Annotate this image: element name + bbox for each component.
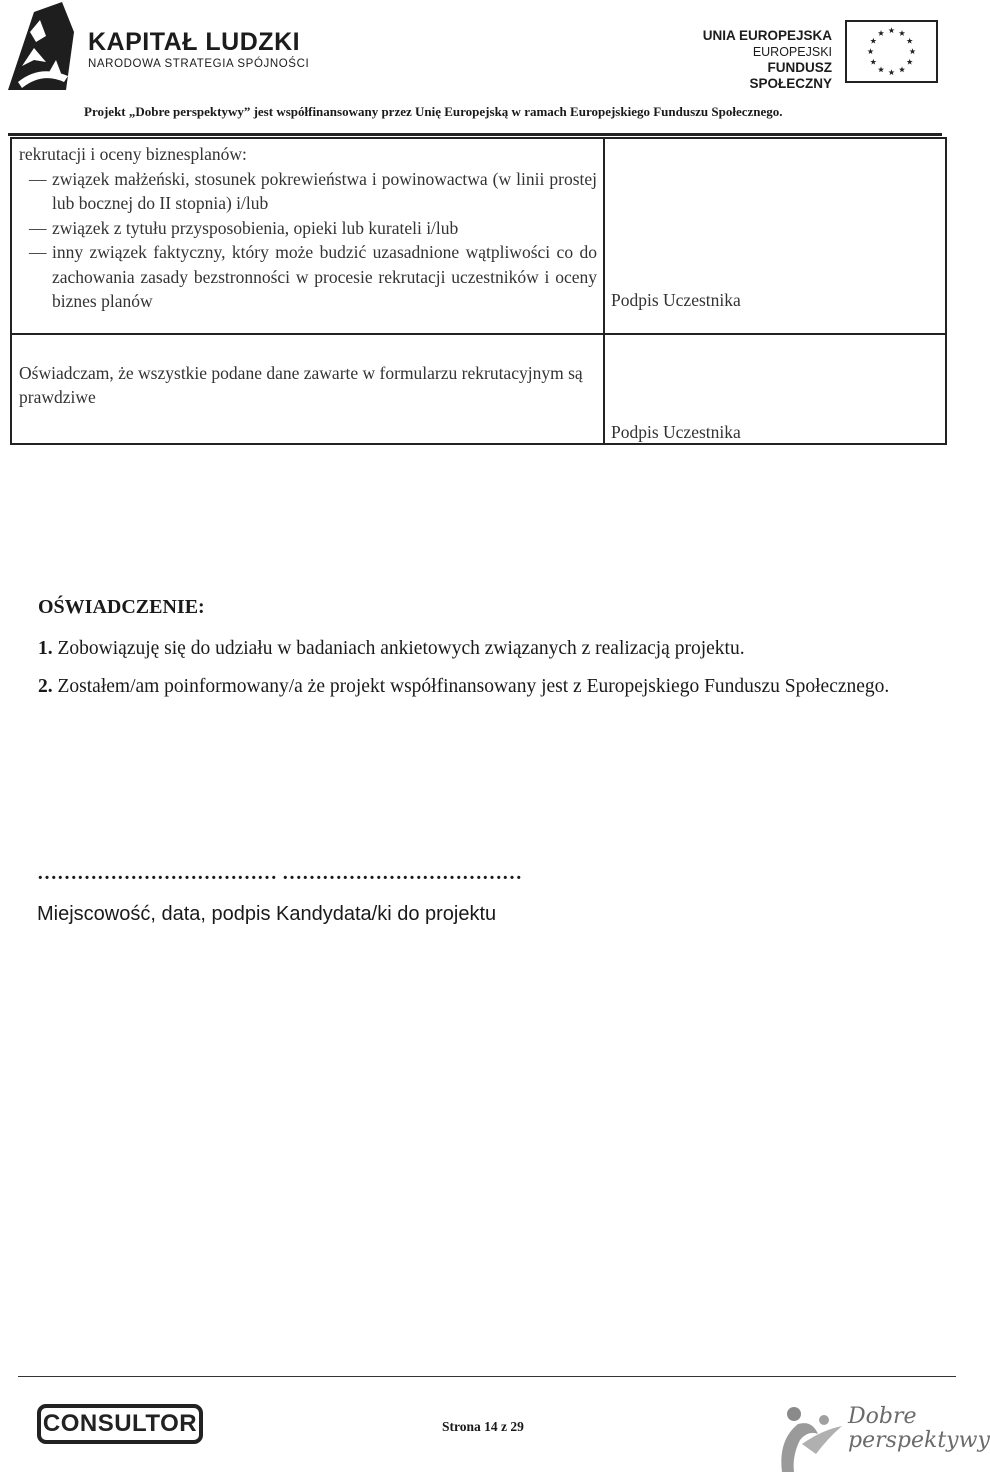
relations-intro: rekrutacji i oceny biznesplanów: [19, 144, 247, 164]
signature-dotted-line[interactable]: ……………………………… ……………………………… [37, 862, 522, 884]
table-row [12, 333, 945, 443]
dobre-perspektywy-text [848, 1405, 990, 1453]
relation-item-1: związek małżeński, stosunek pokrewieństwa i powinowactwa (w linii prostej lub bocznej do II stopnia) i/lub [52, 168, 597, 213]
dash-marker: — [29, 217, 47, 238]
header-divider [8, 133, 942, 136]
truthfulness-statement: Oświadczam, że wszystkie podane dane zawarte w formularzu rekrutacyjnym są prawdziwe [19, 363, 583, 407]
signature-cell-1[interactable] [605, 139, 945, 333]
consultor-logo: CONSULTOR [37, 1404, 203, 1444]
declaration-item-2 [38, 668, 918, 706]
table-row [12, 139, 945, 333]
eu-line-1: UNIA EUROPEJSKA [702, 28, 832, 43]
relations-cell [12, 139, 605, 333]
signature-label-1: Podpis Uczestnika [611, 290, 741, 310]
eu-line-2: EUROPEJSKI [752, 45, 832, 59]
relation-item-2: związek z tytułu przysposobienia, opieki lub kurateli i/lub [52, 217, 459, 238]
dobre-perspektywy-line-2: perspektywy [848, 1428, 990, 1453]
truthfulness-cell [12, 335, 605, 443]
project-cofinancing-line: Projekt „Dobre perspektywy” jest współfinansowany przez Unię Europejską w ramach Europejskiego Funduszu Społecznego. [84, 104, 783, 119]
eu-flag-icon [845, 20, 938, 83]
dobre-perspektywy-line-1: Dobre [848, 1404, 917, 1429]
signature-caption: Miejscowość, data, podpis Kandydata/ki do projektu [37, 903, 497, 925]
list-item [19, 167, 603, 216]
declaration-item-1 [38, 630, 918, 668]
declaration-num-1: 1. [38, 638, 53, 659]
page-number: Strona 14 z 29 [442, 1419, 524, 1434]
footer-divider [18, 1376, 956, 1377]
dash-marker: — [29, 168, 47, 189]
kapital-ludzki-title: KAPITAŁ LUDZKI [88, 28, 301, 56]
declaration-text-2: Zostałem/am poinformowany/a że projekt współfinansowany jest z Europejskiego Funduszu Społecznego. [52, 676, 890, 697]
eu-line-3: FUNDUSZ SPOŁECZNY [749, 60, 832, 91]
list-item [19, 216, 603, 241]
dash-marker: — [29, 242, 47, 262]
signature-cell-2[interactable] [605, 335, 945, 443]
signature-label-2: Podpis Uczestnika [611, 422, 741, 442]
declaration-num-2: 2. [38, 676, 53, 697]
kapital-ludzki-subtitle: NARODOWA STRATEGIA SPÓJNOŚCI [88, 58, 310, 70]
list-item [19, 240, 603, 314]
relation-item-3: inny związek faktyczny, który może budzić uzasadnione wątpliwości co do zachowania zasady bezstronności w procesie rekrutacji uczestników i oceny biznes planów [52, 242, 597, 311]
declaration-text-1: Zobowiązuję się do udziału w badaniach ankietowych związanych z realizacją projektu. [52, 638, 745, 659]
declaration-title: OŚWIADCZENIE: [38, 596, 205, 618]
eu-text-block [690, 28, 832, 92]
declaration-table [10, 137, 947, 445]
